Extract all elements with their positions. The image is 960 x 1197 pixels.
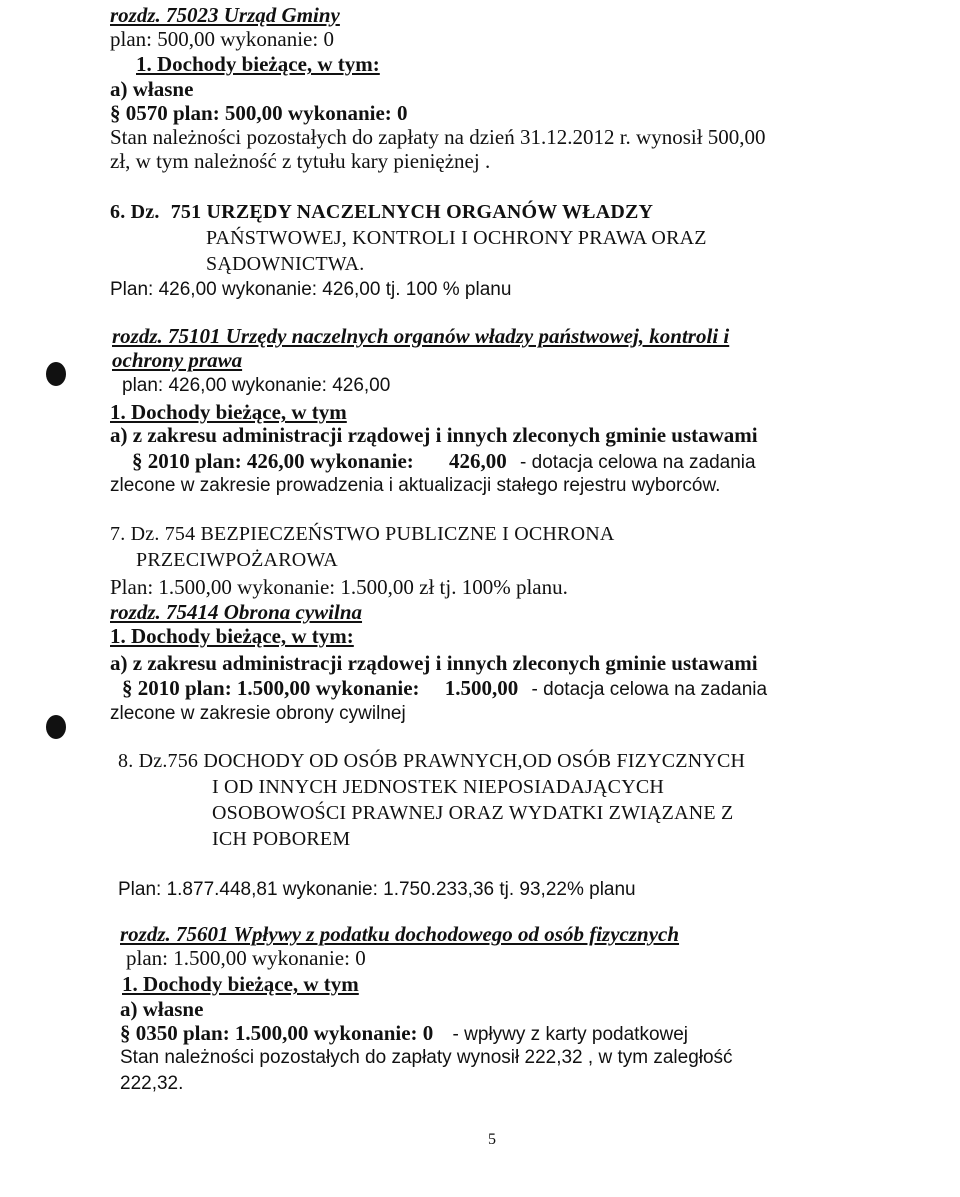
division-754-plan: Plan: 1.500,00 wykonanie: 1.500,00 zł tj. 100% planu.	[110, 575, 568, 599]
division-751-title-line1	[110, 200, 653, 224]
section-75101-title-line2: ochrony prawa	[112, 348, 243, 372]
section-75601-paragraph-desc: - wpływy z karty podatkowej	[452, 1024, 689, 1045]
division-751-title-line2: PAŃSTWOWEJ, KONTROLI I OCHRONY PRAWA ORAZ	[206, 227, 707, 249]
division-754-title-line2: PRZECIWPOŻAROWA	[136, 549, 338, 571]
section-75101-admin-label: a) z zakresu administracji rządowej i innych zleconych gminie ustawami	[110, 423, 758, 447]
section-75101-title-line1: rozdz. 75101 Urzędy naczelnych organów władzy państwowej, kontroli i	[112, 324, 730, 348]
division-751-number: 6. Dz.	[110, 201, 160, 223]
division-754-title-line1: 7. Dz. 754 BEZPIECZEŃSTWO PUBLICZNE I OCHRONA	[110, 523, 615, 545]
division-756-title-line3: OSOBOWOŚCI PRAWNEJ ORAZ WYDATKI ZWIĄZANE Z	[212, 802, 734, 824]
punch-hole-mark	[46, 715, 66, 739]
division-756-title-line2: I OD INNYCH JEDNOSTEK NIEPOSIADAJĄCYCH	[212, 776, 665, 798]
section-75601-title: rozdz. 75601 Wpływy z podatku dochodowego od osób fizycznych	[120, 922, 680, 946]
section-75414-paragraph-plan: § 2010 plan: 1.500,00 wykonanie:	[122, 676, 420, 700]
section-75601-income-header: 1. Dochody bieżące, w tym	[122, 972, 359, 996]
section-75023-paragraph: § 0570 plan: 500,00 wykonanie: 0	[110, 101, 408, 125]
section-75023-plan: plan: 500,00 wykonanie: 0	[110, 27, 334, 51]
section-75601-paragraph	[120, 1021, 688, 1047]
section-75101-paragraph-plan: § 2010 plan: 426,00 wykonanie:	[132, 449, 414, 473]
section-75601-own-label: a) własne	[120, 997, 204, 1021]
section-75601-receivables-line1: Stan należności pozostałych do zapłaty wynosił 222,32 , w tym zaległość	[120, 1047, 733, 1068]
section-75414-income-header: 1. Dochody bieżące, w tym:	[110, 624, 354, 648]
section-75601-plan: plan: 1.500,00 wykonanie: 0	[126, 946, 366, 970]
section-75023-receivables-line2: zł, w tym należność z tytułu kary pieniężnej .	[110, 149, 491, 173]
division-751-plan: Plan: 426,00 wykonanie: 426,00 tj. 100 % planu	[110, 279, 512, 300]
division-756-title-line1: 8. Dz.756 DOCHODY OD OSÓB PRAWNYCH,OD OSÓB FIZYCZNYCH	[118, 750, 746, 772]
division-751-title-line3: SĄDOWNICTWA.	[206, 253, 365, 275]
section-75414-admin-label: a) z zakresu administracji rządowej i innych zleconych gminie ustawami	[110, 651, 758, 675]
division-756-title-line4: ICH POBOREM	[212, 828, 351, 850]
section-75023-title: rozdz. 75023 Urząd Gminy	[110, 3, 340, 27]
section-75601-receivables-line2: 222,32.	[120, 1073, 184, 1094]
section-75101-paragraph-value: 426,00	[449, 449, 507, 473]
section-75101-plan: plan: 426,00 wykonanie: 426,00	[122, 375, 391, 396]
section-75101-income-header: 1. Dochody bieżące, w tym	[110, 400, 347, 424]
page-number: 5	[488, 1131, 496, 1148]
section-75101-paragraph-desc: - dotacja celowa na zadania	[520, 452, 756, 473]
section-75414-title: rozdz. 75414 Obrona cywilna	[110, 600, 363, 624]
section-75101-paragraph-desc-line2: zlecone w zakresie prowadzenia i aktualizacji stałego rejestru wyborców.	[110, 475, 721, 496]
punch-hole-mark	[46, 362, 66, 386]
section-75414-paragraph-desc-line2: zlecone w zakresie obrony cywilnej	[110, 703, 406, 724]
division-751-name: 751 URZĘDY NACZELNYCH ORGANÓW WŁADZY	[170, 201, 654, 223]
section-75023-income-header: 1. Dochody bieżące, w tym:	[136, 52, 380, 76]
section-75414-paragraph-value: 1.500,00	[444, 676, 519, 700]
section-75601-paragraph-plan: § 0350 plan: 1.500,00 wykonanie: 0	[120, 1021, 434, 1045]
section-75414-paragraph	[122, 676, 767, 702]
section-75023-receivables-line1: Stan należności pozostałych do zapłaty na dzień 31.12.2012 r. wynosił 500,00	[110, 125, 766, 149]
section-75023-own-label: a) własne	[110, 77, 194, 101]
section-75414-paragraph-desc: - dotacja celowa na zadania	[531, 679, 768, 700]
section-75101-paragraph	[132, 449, 756, 475]
division-756-plan: Plan: 1.877.448,81 wykonanie: 1.750.233,36 tj. 93,22% planu	[118, 879, 636, 900]
